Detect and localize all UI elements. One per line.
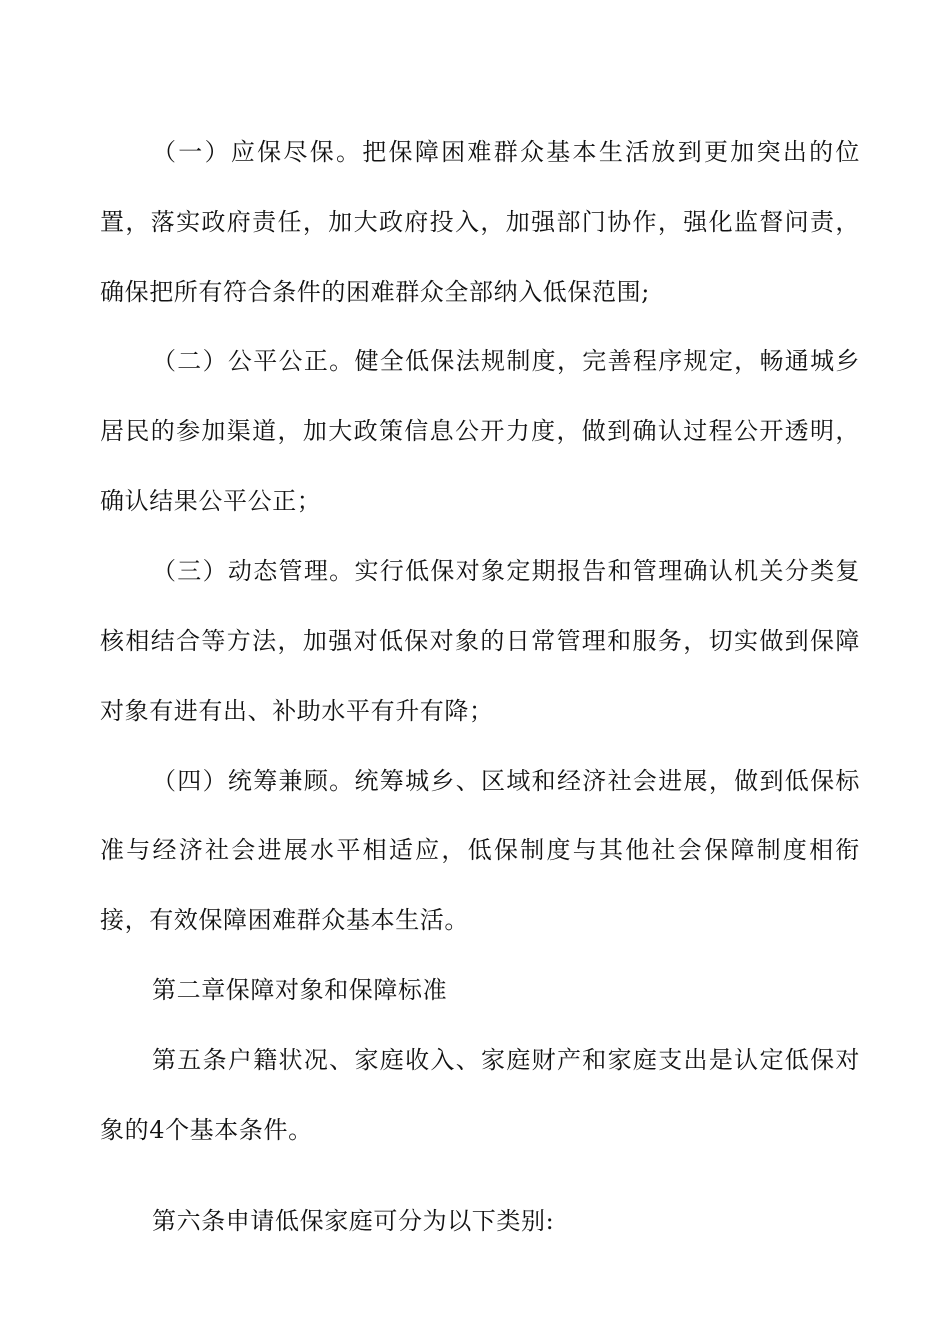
article-5-line-2: 象的4个基本条件。 — [100, 1116, 313, 1144]
paragraph-2-line-2: 居民的参加渠道，加大政策信息公开力度，做到确认过程公开透明， — [100, 417, 860, 445]
paragraph-3-line-3: 对象有进有出、补助水平有升有降； — [100, 697, 494, 725]
article-5-line-1: 第五条户籍状况、家庭收入、家庭财产和家庭支出是认定低保对 — [152, 1046, 860, 1074]
article-6-line-1: 第六条申请低保家庭可分为以下类别: — [152, 1207, 555, 1235]
paragraph-2-line-1: （二）公平公正。健全低保法规制度，完善程序规定，畅通城乡 — [152, 347, 860, 375]
paragraph-1-line-3: 确保把所有符合条件的困难群众全部纳入低保范围; — [100, 278, 650, 306]
paragraph-4-line-1: （四）统筹兼顾。统筹城乡、区域和经济社会进展，做到低保标 — [152, 767, 860, 795]
paragraph-1-line-2: 置，落实政府责任，加大政府投入，加强部门协作，强化监督问责， — [100, 208, 860, 236]
paragraph-3-line-2: 核相结合等方法，加强对低保对象的日常管理和服务，切实做到保障 — [100, 627, 860, 655]
paragraph-4-line-3: 接，有效保障困难群众基本生活。 — [100, 906, 469, 934]
paragraph-4-line-2: 准与经济社会进展水平相适应，低保制度与其他社会保障制度相衔 — [100, 836, 860, 864]
paragraph-3-line-1: （三）动态管理。实行低保对象定期报告和管理确认机关分类复 — [152, 557, 860, 585]
chapter-heading: 第二章保障对象和保障标准 — [152, 976, 448, 1004]
paragraph-1-line-1: （一）应保尽保。把保障困难群众基本生活放到更加突出的位 — [152, 138, 860, 166]
paragraph-2-line-3: 确认结果公平公正； — [100, 487, 322, 515]
